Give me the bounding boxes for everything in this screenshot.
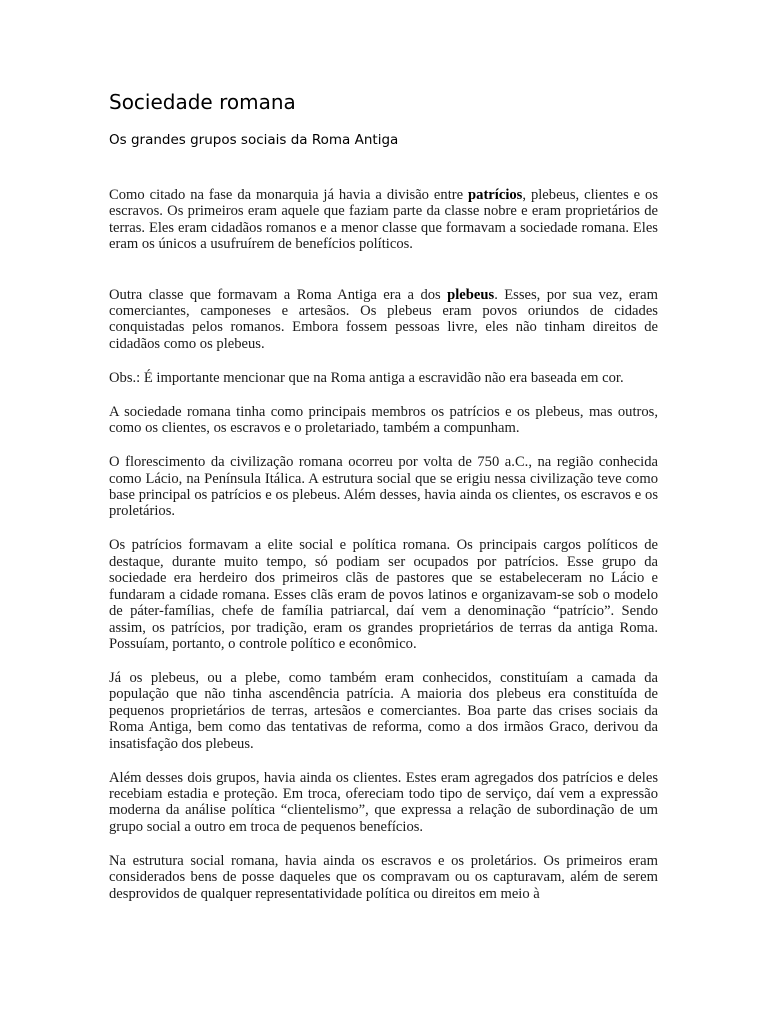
paragraph-patricios: Os patrícios formavam a elite social e política romana. Os principais cargos políticos de destaque, durante muito tempo, só podiam ser ocupados por patrícios. Esse grupo da sociedade era herdeiro dos primeiros clãs de pastores que se estabeleceram no Lácio e fundaram a cidade romana. Esses clãs eram de povos latinos e organizavam-se sob o modelo de páter-famílias, chefe de família patriarcal, daí vem a denominação “patrício”. Sendo assim, os patrícios, por tradição, eram os grandes proprietários de terras da antiga Roma. Possuíam, portanto, o controle político e econômico. <box>109 537 658 652</box>
paragraph-text: Como citado na fase da monarquia já havia a divisão entre <box>109 187 469 203</box>
bold-term-patricios: patrícios <box>468 187 523 203</box>
paragraph-florescimento: O florescimento da civilização romana ocorreu por volta de 750 a.C., na região conhecida como Lácio, na Península Itálica. A estrutura social que se erigiu nessa civilização teve como base principal os patrícios e os plebeus. Além desses, havia ainda os clientes, os escravos e os proletários. <box>109 454 658 520</box>
document-body <box>109 187 658 902</box>
bold-term-plebeus: plebeus <box>447 286 495 303</box>
paragraph-observation: Obs.: É importante mencionar que na Roma antiga a escravidão não era baseada em cor. <box>109 369 624 386</box>
paragraph-text: , plebeus, clientes e os escravos. Os primeiros eram aquele que faziam parte da classe nobre e eram proprietários de terras. Eles eram cidadãos romanos e a menor classe que formavam a sociedade romana. Eles eram os únicos a usufruírem de benefícios políticos. <box>109 187 659 253</box>
paragraph-patricios-intro <box>109 187 658 253</box>
paragraph-plebeus-intro <box>109 287 658 353</box>
paragraph-plebeus: Já os plebeus, ou a plebe, como também eram conhecidos, constituíam a camada da população que não tinha ascendência patrícia. A maioria dos plebeus era constituída de pequenos proprietários de terras, artesãos e comerciantes. Boa parte das crises sociais da Roma Antiga, bem como das tentativas de reforma, como a dos irmãos Graco, derivou da insatisfação dos plebeus. <box>109 669 658 752</box>
paragraph-text: Outra classe que formavam a Roma Antiga era a dos <box>109 286 448 303</box>
paragraph-main-members: A sociedade romana tinha como principais membros os patrícios e os plebeus, mas outros, como os clientes, os escravos e o proletariado, também a compunham. <box>109 403 658 437</box>
paragraph-clientes: Além desses dois grupos, havia ainda os clientes. Estes eram agregados dos patrícios e deles recebiam estadia e proteção. Em troca, ofereciam todo tipo de serviço, daí vem a expressão moderna da análise política “clientelismo”, que expressa a relação de subordinação de um grupo social a outro em troca de pequenos benefícios. <box>109 769 658 835</box>
document-subtitle: Os grandes grupos sociais da Roma Antiga <box>109 132 399 148</box>
document-title: Sociedade romana <box>109 90 296 114</box>
paragraph-text: . Esses, por sua vez, eram comerciantes, camponeses e artesãos. Os plebeus eram povos oriundos de cidades conquistadas pelos romanos. Embora fossem pessoas livre, eles não tinham direitos de cidadãos como os plebeus. <box>109 286 658 352</box>
paragraph-escravos-proletarios: Na estrutura social romana, havia ainda os escravos e os proletários. Os primeiros eram considerados bens de posse daqueles que os compravam ou os capturavam, além de serem desprovidos de qualquer representatividade política ou direitos em meio à <box>109 852 658 902</box>
